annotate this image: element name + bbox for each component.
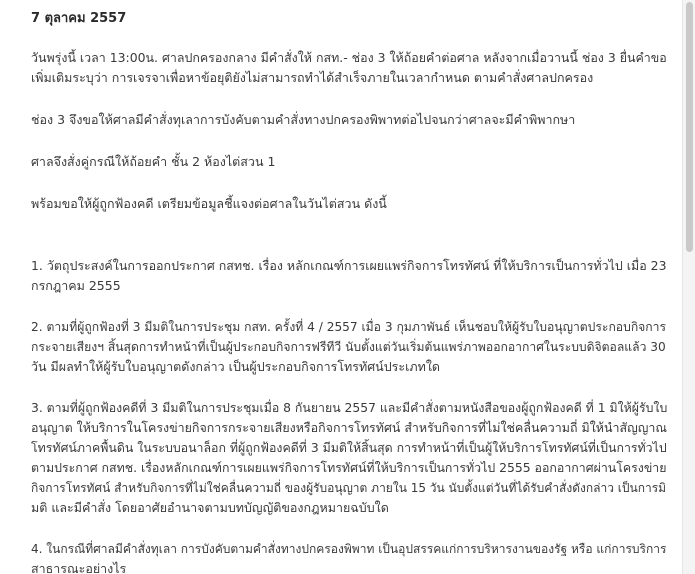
vertical-scrollbar[interactable] bbox=[682, 0, 695, 574]
list-item-line: สาธารณะอย่างไร bbox=[31, 561, 127, 574]
article-body bbox=[31, 0, 671, 574]
list-item-line: 2. ตามที่ผู้ถูกฟ้องที่ 3 มีมติในการประชุม กสท. ครั้งที่ 4 / 2557 เมื่อ 3 กุมภาพันธ์ เห็นชอบให้ผู้รับใบอนุญาตประกอบกิจการ bbox=[31, 320, 667, 334]
list-item-line: กิจการโทรทัศน์ สำหรับกิจการที่ไม่ใช่คลื่นความถี่ ของผู้รับอนุญาต ภายใน 15 วัน นับตั้งแต่วันที่ได้รับคำสั่งดังกล่าว เป็นการมิ bbox=[31, 481, 667, 495]
list-item-1 bbox=[31, 256, 671, 296]
order-line: ศาลจึงสั่งคู่กรณีให้ถ้อยคำ ชั้น 2 ห้องไต่สวน 1 bbox=[31, 154, 276, 169]
list-item-2 bbox=[31, 317, 671, 377]
prepare-paragraph bbox=[31, 194, 671, 214]
intro-line: เพิ่มเติมระบุว่า การเจรจาเพื่อหาข้อยุติยังไม่สามารถทำได้สำเร็จภายในเวลากำหนด ตามคำสั่งศาลปกครอง bbox=[31, 70, 594, 85]
list-item-4 bbox=[31, 539, 671, 574]
article-date: 7 ตุลาคม 2557 bbox=[31, 11, 127, 26]
list-item-line: กระจายเสียงฯ สิ้นสุดการทำหน้าที่เป็นผู้ประกอบกิจการฟรีทีวี นับตั้งแต่วันเริ่มต้นแพร่ภาพออกอากาศในระบบดิจิตอลแล้ว 30 bbox=[31, 340, 666, 354]
list-item-line: 1. วัตถุประสงค์ในการออกประกาศ กสทช. เรื่อง หลักเกณฑ์การเผยแพร่กิจการโทรทัศน์ ที่ให้บริการเป็นการทั่วไป เมื่อ 23 bbox=[31, 258, 667, 273]
intro-line: วันพรุ่งนี้ เวลา 13:00น. ศาลปกครองกลาง มีคำสั่งให้ กสท.- ช่อง 3 ให้ถ้อยคำต่อศาล หลังจากเมื่อวานนี้ ช่อง 3 ยื่นคำขอ bbox=[31, 50, 667, 65]
order-paragraph bbox=[31, 152, 671, 172]
request-paragraph bbox=[31, 110, 671, 130]
prepare-line: พร้อมขอให้ผู้ถูกฟ้องคดี เตรียมข้อมูลชี้แจงต่อศาลในวันไต่สวน ดังนี้ bbox=[31, 196, 387, 211]
list-item-line: โทรทัศน์ภาคพื้นดิน ในระบบอนาล็อก ที่ผู้ถูกฟ้องคดีที่ 3 มีมติให้สิ้นสุด การทำหน้าที่เป็นผู้ให้บริการโทรทัศน์ที่เป็นการทั่วไป bbox=[31, 441, 667, 455]
list-item-line: อนุญาต ให้บริการในโครงข่ายกิจการกระจายเสียงหรือกิจการโทรทัศน์ สำหรับกิจการที่ไม่ใช่คลื่นความถี่ มิให้นำสัญญาณ bbox=[31, 420, 667, 435]
scrollbar-thumb[interactable] bbox=[686, 2, 693, 252]
list-item-line: 4. ในกรณีที่ศาลมีคำสั่งทุเลา การบังคับตามคำสั่งทางปกครองพิพาท เป็นอุปสรรคแก่การบริหารงานของรัฐ หรือ แก่การบริการ bbox=[31, 542, 667, 556]
list-item-line: ตามประกาศ กสทช. เรื่องหลักเกณฑ์การเผยแพร่กิจการโทรทัศน์ที่ให้บริการเป็นการทั่วไป 2555 ออกอากาศผ่านโครงข่าย bbox=[31, 461, 667, 475]
list-item-line: มติ และมีคำสั่ง โดยอาศัยอำนาจตามบทบัญญัติของกฎหมายฉบับใด bbox=[31, 500, 389, 515]
list-item-3 bbox=[31, 398, 671, 518]
intro-paragraph bbox=[31, 48, 671, 88]
list-item-line: 3. ตามที่ผู้ถูกฟ้องคดีที่ 3 มีมติในการประชุมเมื่อ 8 กันยายน 2557 และมีคำสั่งตามหนังสือของผู้ถูกฟ้องคดี ที่ 1 มิให้ผู้รับใบ bbox=[31, 401, 668, 415]
list-item-line: วัน มีผลทำให้ผู้รับใบอนุญาตดังกล่าว เป็นผู้ประกอบกิจการโทรทัศน์ประเภทใด bbox=[31, 359, 441, 374]
list-item-line: กรกฎาคม 2555 bbox=[31, 278, 121, 293]
request-line: ช่อง 3 จึงขอให้ศาลมีคำสั่งทุเลาการบังคับตามคำสั่งทางปกครองพิพาทต่อไปจนกว่าศาลจะมีคำพิพากษา bbox=[31, 112, 576, 127]
